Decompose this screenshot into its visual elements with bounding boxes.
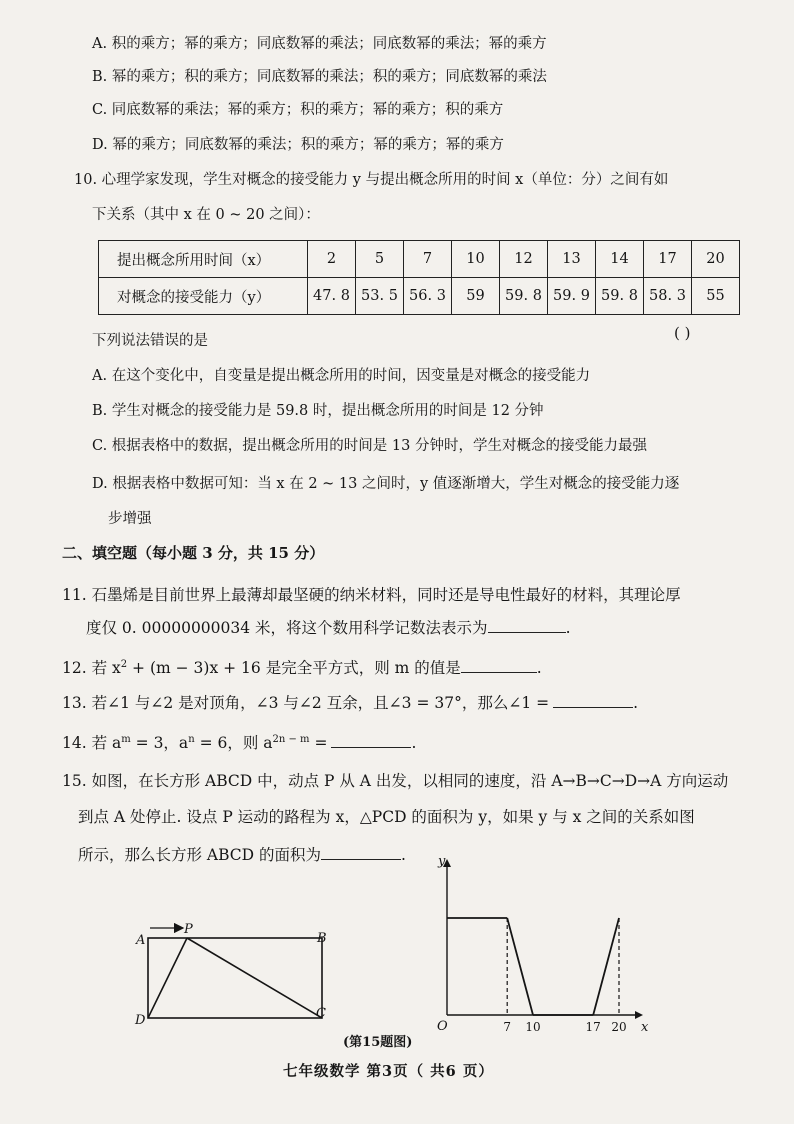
q10-option-b: B. 学生对概念的接受能力是 59.8 时，提出概念所用的时间是 12 分钟 <box>92 403 544 419</box>
table-row <box>99 278 740 315</box>
page-footer: 七年级数学 第3页（ 共6 页） <box>283 1063 494 1080</box>
q12-line <box>62 658 542 678</box>
q15-line1: 15. 如图，在长方形 ABCD 中，动点 P 从 A 出发，以相同的速度，沿 A→B→C→D→A 方向运动 <box>62 772 729 790</box>
answer-blank[interactable] <box>331 733 411 748</box>
q14-line <box>62 733 416 753</box>
q15-text: 所示，那么长方形 ABCD 的面积为 <box>78 846 322 864</box>
q11-period: . <box>565 619 571 637</box>
q12-exponent: 2 <box>120 658 128 670</box>
q9-option-c: C. 同底数幂的乘法；幂的乘方；积的乘方；幂的乘方；积的乘方 <box>92 102 504 118</box>
q14-text-a: 14. 若 a <box>62 734 122 752</box>
label-p: P <box>184 922 193 937</box>
answer-blank[interactable] <box>488 618 566 633</box>
table-cell: 59. 8 <box>596 278 644 315</box>
q14-period: . <box>411 734 417 752</box>
x-tick-label: 7 <box>503 1020 512 1034</box>
q9-option-a: A. 积的乘方；幂的乘方；同底数幂的乘法；同底数幂的乘法；幂的乘方 <box>92 36 547 52</box>
table-cell: 56. 3 <box>404 278 452 315</box>
label-c: C <box>316 1006 326 1021</box>
x-axis-arrow <box>635 1011 643 1019</box>
table-cell: 59. 9 <box>548 278 596 315</box>
table-cell: 58. 3 <box>644 278 692 315</box>
answer-blank[interactable] <box>321 845 401 860</box>
q9-option-d: D. 幂的乘方；同底数幂的乘法；积的乘方；幂的乘方；幂的乘方 <box>92 137 504 153</box>
rectangle-abcd <box>148 938 322 1018</box>
table-cell: 55 <box>692 278 740 315</box>
q10-option-d-continued: 步增强 <box>108 511 152 527</box>
answer-blank[interactable] <box>553 693 633 708</box>
rectangle-figure <box>130 920 350 1030</box>
table-row-header: 提出概念所用时间（x） <box>99 241 308 278</box>
table-cell: 7 <box>404 241 452 278</box>
table-cell: 59. 8 <box>500 278 548 315</box>
table-cell: 5 <box>356 241 404 278</box>
q10-stem-line2: 下关系（其中 x 在 0 ~ 20 之间）： <box>92 207 320 223</box>
table-row-header: 对概念的接受能力（y） <box>99 278 308 315</box>
table-cell: 17 <box>644 241 692 278</box>
table-cell: 2 <box>308 241 356 278</box>
q14-text-d: = <box>309 734 328 752</box>
q15-line3 <box>78 845 406 865</box>
q12-period: . <box>536 659 542 677</box>
q14-exponent-m: m <box>121 733 131 745</box>
table-cell: 13 <box>548 241 596 278</box>
table-row <box>99 241 740 278</box>
section-title: 二、填空题（每小题 3 分，共 15 分） <box>62 544 325 562</box>
table-cell: 12 <box>500 241 548 278</box>
table-cell: 10 <box>452 241 500 278</box>
label-b: B <box>317 931 327 946</box>
q10-data-table <box>98 240 740 315</box>
q11-line1: 11. 石墨烯是目前世界上最薄却最坚硬的纳米材料，同时还是导电性最好的材料，其理论厚 <box>62 586 681 604</box>
q13-text: 13. 若∠1 与∠2 是对顶角，∠3 与∠2 互余，且∠3 = 37°，那么∠1 = <box>62 694 550 712</box>
axis-label-x: x <box>641 1020 649 1035</box>
line-graph <box>435 855 665 1035</box>
q9-option-b: B. 幂的乘方；积的乘方；同底数幂的乘法；积的乘方；同底数幂的乘法 <box>92 69 547 85</box>
series-segment <box>507 918 533 1015</box>
x-tick-label: 17 <box>585 1020 601 1034</box>
segment-pc <box>187 938 322 1018</box>
segment-pd <box>148 938 187 1018</box>
answer-parentheses: ( ) <box>674 324 691 342</box>
q14-exponent-2n-m: 2n − m <box>272 733 310 745</box>
table-cell: 14 <box>596 241 644 278</box>
q10-option-c: C. 根据表格中的数据，提出概念所用的时间是 13 分钟时，学生对概念的接受能力最强 <box>92 438 647 454</box>
origin-label: O <box>437 1019 448 1034</box>
q14-text-b: = 3，a <box>130 734 189 752</box>
x-tick-label: 20 <box>611 1020 627 1034</box>
answer-blank[interactable] <box>461 658 537 673</box>
q12-text-b: + (m − 3)x + 16 是完全平方式，则 m 的值是 <box>127 659 461 677</box>
series-segment <box>593 918 619 1015</box>
label-d: D <box>135 1013 146 1028</box>
table-cell: 20 <box>692 241 740 278</box>
axis-label-y: y <box>438 855 446 869</box>
table-cell: 59 <box>452 278 500 315</box>
q10-option-a: A. 在这个变化中，自变量是提出概念所用的时间，因变量是对概念的接受能力 <box>92 368 591 384</box>
q15-line2: 到点 A 处停止. 设点 P 运动的路程为 x，△PCD 的面积为 y，如果 y 与 x 之间的关系如图 <box>78 808 695 826</box>
figure-caption: (第15题图) <box>343 1035 413 1050</box>
label-a: A <box>136 933 146 948</box>
q10-question: 下列说法错误的是 <box>92 333 208 349</box>
q10-option-d: D. 根据表格中数据可知：当 x 在 2 ~ 13 之间时，y 值逐渐增大，学生对概念的接受能力逐 <box>92 476 680 492</box>
q13-line <box>62 693 638 713</box>
q14-exponent-n: n <box>188 733 195 745</box>
graph-marks <box>447 918 627 1034</box>
q10-stem-line1: 10. 心理学家发现，学生对概念的接受能力 y 与提出概念所用的时间 x（单位：分）之间有如 <box>74 172 669 188</box>
q13-period: . <box>633 694 639 712</box>
q12-text-a: 12. 若 x <box>62 659 121 677</box>
q11-text: 度仅 0. 00000000034 米，将这个数用科学记数法表示为 <box>86 619 488 637</box>
table-cell: 47. 8 <box>308 278 356 315</box>
q11-line2 <box>86 618 571 638</box>
q14-text-c: = 6，则 a <box>194 734 273 752</box>
x-tick-label: 10 <box>525 1020 541 1034</box>
q15-period: . <box>401 846 406 864</box>
table-cell: 53. 5 <box>356 278 404 315</box>
